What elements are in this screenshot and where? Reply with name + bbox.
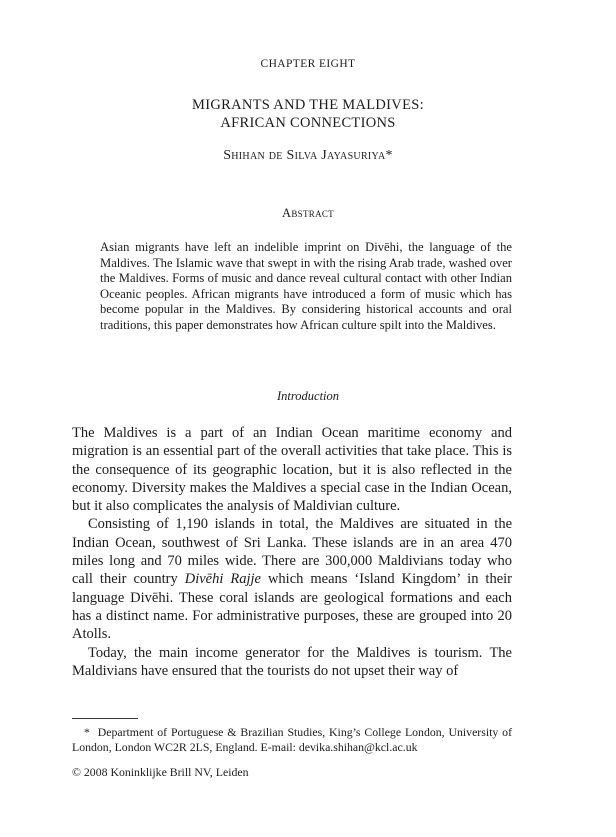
paragraph-2 (72, 515, 512, 643)
paragraph-1: The Maldives is a part of an Indian Ocean maritime economy and migration is an essential part of the overall activities that take place. This is the consequence of its geographic location, but it is also reflected in the economy. Diversity makes the Maldives a special case in the Indian Ocean, but it also complicates the analysis of Maldivian culture. (72, 425, 512, 515)
abstract-heading: Abstract (282, 206, 334, 220)
author-name: Shihan de Silva Jayasuriya (223, 148, 386, 163)
title-line-1: MIGRANTS AND THE MALDIVES: (192, 97, 424, 113)
paragraph-2-part-2: which means ‘Island Kingdom’ in their language Divēhi. These coral islands are geological formations and each has a distinct name. For administrative purposes, these are grouped into 20 Atolls. (72, 571, 512, 643)
paragraph-2-part-1: Consisting of 1,190 islands in total, the Maldives are situated in the Indian Ocean, southwest of Sri Lanka. These islands are in an area 470 miles long and 70 miles wide. There are 300,000 Maldivians today who call their country (72, 516, 512, 588)
footnote-rule (72, 718, 138, 719)
paragraph-3: Today, the main income generator for the Maldives is tourism. The Maldivians have ensured that the tourists do not upset their way of (72, 644, 512, 679)
paragraph-2-italic: Divēhi Rajje (184, 571, 261, 588)
footnote-text: Department of Portuguese & Brazilian Studies, King’s College London, University of London, London WC2R 2LS, England. E-mail: devika.shihan@kcl.ac.uk (72, 725, 512, 754)
footnote-body (72, 725, 512, 754)
copyright: © 2008 Koninklijke Brill NV, Leiden (72, 765, 249, 779)
author-footnote-marker: * (385, 148, 393, 163)
footnote-marker: * (84, 725, 90, 739)
footnote (72, 725, 512, 754)
section-heading: Introduction (276, 389, 340, 403)
chapter-label: CHAPTER EIGHT (260, 58, 356, 70)
abstract-text: Asian migrants have left an indelible imprint on Divēhi, the language of the Maldives. The Islamic wave that swept in with the rising Arab trade, washed over the Maldives. Forms of music and dance reveal cultural contact with other Indian Oceanic peoples. African migrants have introduced a form of music which has become popular in the Maldives. By considering historical accounts and oral traditions, this paper demonstrates how African culture spilt into the Maldives. (100, 240, 512, 332)
title-line-2: AFRICAN CONNECTIONS (220, 115, 396, 131)
body-text (72, 424, 512, 680)
chapter-title (0, 96, 616, 132)
author-line (0, 148, 616, 164)
